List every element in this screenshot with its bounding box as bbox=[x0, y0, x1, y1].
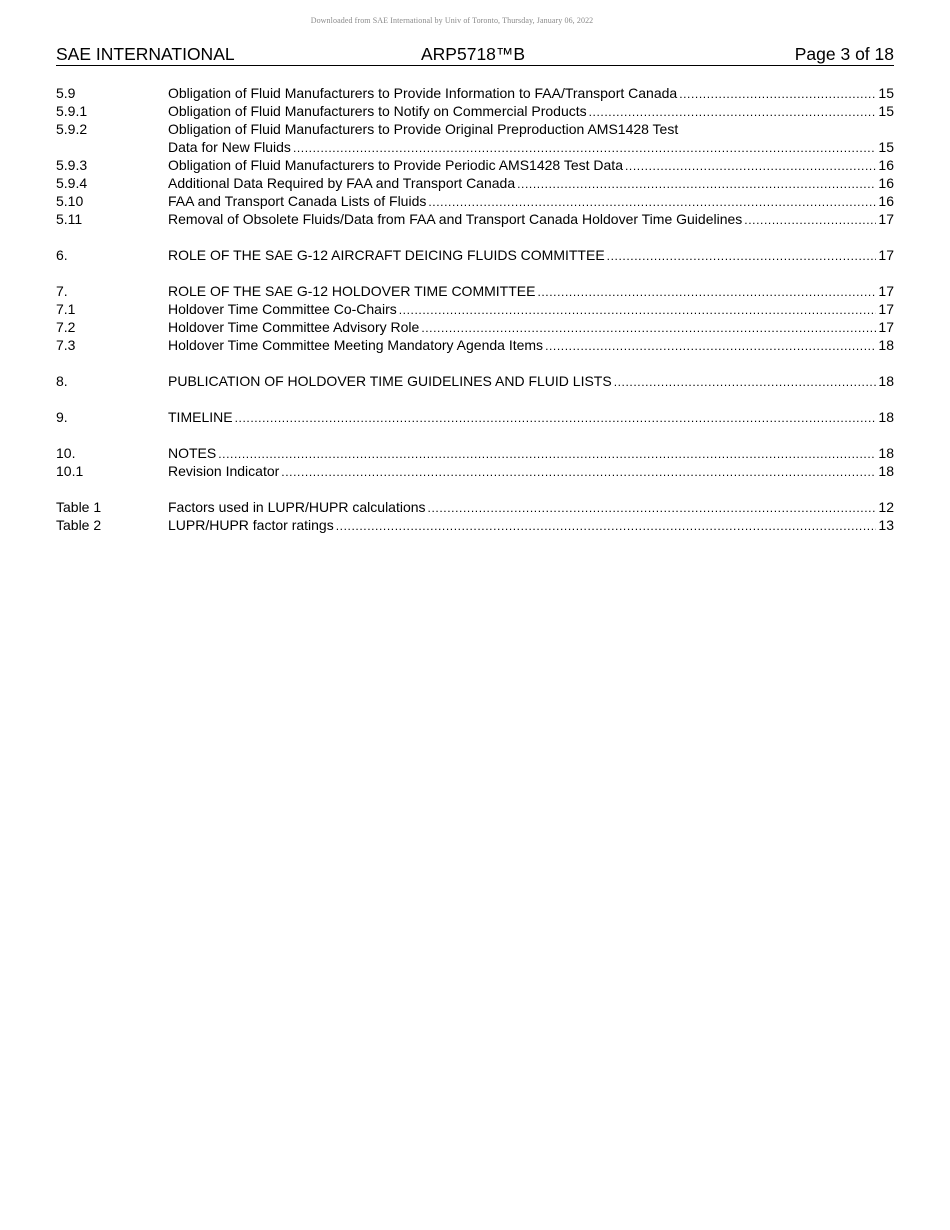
toc-entry-page: 12 bbox=[878, 499, 894, 515]
toc-dot-leader bbox=[293, 139, 876, 157]
toc-entry-page: 15 bbox=[878, 139, 894, 155]
toc-entry[interactable] bbox=[56, 336, 894, 354]
toc-entry-title: ROLE OF THE SAE G-12 HOLDOVER TIME COMMITTEE bbox=[168, 283, 536, 299]
toc-entry[interactable] bbox=[56, 210, 894, 228]
toc-entry[interactable] bbox=[56, 156, 894, 174]
toc-dot-leader bbox=[607, 247, 877, 265]
toc-entry-title: Revision Indicator bbox=[168, 463, 280, 479]
toc-entry-page: 17 bbox=[878, 301, 894, 317]
toc-entry[interactable] bbox=[56, 246, 894, 264]
toc-entry-number: 6. bbox=[56, 247, 68, 263]
toc-entry[interactable] bbox=[56, 318, 894, 336]
toc-dot-leader bbox=[421, 319, 876, 337]
toc-dot-leader bbox=[399, 301, 877, 319]
toc-entry[interactable] bbox=[56, 300, 894, 318]
toc-dot-leader bbox=[744, 211, 876, 229]
toc-entry-page: 15 bbox=[878, 85, 894, 101]
toc-entry[interactable] bbox=[56, 192, 894, 210]
toc-entry-number: Table 1 bbox=[56, 499, 102, 515]
toc-entry-page: 18 bbox=[878, 445, 894, 461]
toc-entry-title: Factors used in LUPR/HUPR calculations bbox=[168, 499, 426, 515]
toc-entry-number: 10.1 bbox=[56, 463, 84, 479]
toc-entry-number: 5.10 bbox=[56, 193, 84, 209]
toc-entry-title: Obligation of Fluid Manufacturers to Provide Periodic AMS1428 Test Data bbox=[168, 157, 623, 173]
toc-entry-number: 5.11 bbox=[56, 211, 83, 227]
toc-group-6 bbox=[56, 246, 894, 264]
header-doc-id: ARP5718™B bbox=[421, 44, 526, 64]
header-org: SAE INTERNATIONAL bbox=[56, 44, 235, 64]
toc-entry-title: Holdover Time Committee Advisory Role bbox=[168, 319, 420, 335]
table-of-contents bbox=[56, 84, 894, 552]
header-page-number: Page 3 of 18 bbox=[794, 44, 894, 64]
toc-entry-title: FAA and Transport Canada Lists of Fluids bbox=[168, 193, 427, 209]
toc-entry[interactable] bbox=[56, 282, 894, 300]
toc-entry-title: Holdover Time Committee Meeting Mandatory Agenda Items bbox=[168, 337, 544, 353]
toc-entry[interactable] bbox=[56, 102, 894, 120]
toc-group-tables bbox=[56, 498, 894, 534]
toc-dot-leader bbox=[428, 193, 876, 211]
toc-entry-page: 17 bbox=[878, 211, 894, 227]
toc-entry-number: 8. bbox=[56, 373, 68, 389]
toc-dot-leader bbox=[235, 409, 877, 427]
toc-dot-leader bbox=[614, 373, 877, 391]
toc-entry-page: 15 bbox=[878, 103, 894, 119]
toc-entry[interactable] bbox=[56, 444, 894, 462]
toc-entry-page: 18 bbox=[878, 409, 894, 425]
toc-entry-number: 7.1 bbox=[56, 301, 76, 317]
toc-entry-title: Obligation of Fluid Manufacturers to Notify on Commercial Products bbox=[168, 103, 587, 119]
toc-entry-continuation[interactable] bbox=[56, 138, 894, 156]
toc-group-5 bbox=[56, 84, 894, 228]
toc-dot-leader bbox=[428, 499, 877, 517]
toc-entry-page: 17 bbox=[878, 247, 894, 263]
toc-entry-title: Holdover Time Committee Co-Chairs bbox=[168, 301, 397, 317]
toc-entry-number: 5.9 bbox=[56, 85, 76, 101]
toc-group-9 bbox=[56, 408, 894, 426]
toc-entry-page: 18 bbox=[878, 463, 894, 479]
toc-entry-title: Additional Data Required by FAA and Transport Canada bbox=[168, 175, 516, 191]
toc-entry-wrapped[interactable] bbox=[56, 120, 894, 138]
toc-dot-leader bbox=[625, 157, 876, 175]
toc-entry[interactable] bbox=[56, 498, 894, 516]
toc-entry[interactable] bbox=[56, 84, 894, 102]
toc-dot-leader bbox=[537, 283, 876, 301]
toc-entry[interactable] bbox=[56, 462, 894, 480]
toc-dot-leader bbox=[545, 337, 876, 355]
toc-group-7 bbox=[56, 282, 894, 354]
download-watermark: Downloaded from SAE International by Univ of Toronto, Thursday, January 06, 2022 bbox=[310, 16, 594, 25]
toc-entry-title: NOTES bbox=[168, 445, 217, 461]
toc-entry-page: 18 bbox=[878, 337, 894, 353]
toc-entry-page: 17 bbox=[878, 283, 894, 299]
toc-entry-number: Table 2 bbox=[56, 517, 102, 533]
toc-entry-title: LUPR/HUPR factor ratings bbox=[168, 517, 334, 533]
toc-entry-title: ROLE OF THE SAE G-12 AIRCRAFT DEICING FLUIDS COMMITTEE bbox=[168, 247, 605, 263]
toc-dot-leader bbox=[336, 517, 877, 535]
toc-entry-title: Removal of Obsolete Fluids/Data from FAA and Transport Canada Holdover Time Guidelines bbox=[168, 211, 743, 227]
toc-entry[interactable] bbox=[56, 408, 894, 426]
toc-entry-number: 7.3 bbox=[56, 337, 76, 353]
toc-entry-number: 5.9.4 bbox=[56, 175, 88, 191]
toc-entry[interactable] bbox=[56, 174, 894, 192]
toc-entry-title: PUBLICATION OF HOLDOVER TIME GUIDELINES AND FLUID LISTS bbox=[168, 373, 612, 389]
toc-entry-title: TIMELINE bbox=[168, 409, 233, 425]
toc-entry-page: 16 bbox=[878, 175, 894, 191]
page-header bbox=[56, 44, 894, 66]
toc-entry-number: 9. bbox=[56, 409, 68, 425]
toc-entry[interactable] bbox=[56, 516, 894, 534]
toc-entry-page: 16 bbox=[878, 193, 894, 209]
toc-dot-leader bbox=[218, 445, 876, 463]
toc-entry-number: 7.2 bbox=[56, 319, 76, 335]
toc-entry-title: Data for New Fluids bbox=[168, 139, 291, 155]
toc-entry-page: 16 bbox=[878, 157, 894, 173]
toc-group-10 bbox=[56, 444, 894, 480]
toc-dot-leader bbox=[281, 463, 876, 481]
toc-entry-page: 17 bbox=[878, 319, 894, 335]
toc-dot-leader bbox=[679, 85, 876, 103]
toc-group-8 bbox=[56, 372, 894, 390]
toc-entry-page: 18 bbox=[878, 373, 894, 389]
toc-entry-number: 10. bbox=[56, 445, 76, 461]
toc-dot-leader bbox=[517, 175, 876, 193]
toc-entry-number: 5.9.2 bbox=[56, 121, 88, 137]
toc-entry[interactable] bbox=[56, 372, 894, 390]
toc-entry-page: 13 bbox=[878, 517, 894, 533]
toc-entry-number: 7. bbox=[56, 283, 68, 299]
toc-entry-number: 5.9.3 bbox=[56, 157, 88, 173]
toc-entry-number: 5.9.1 bbox=[56, 103, 88, 119]
toc-dot-leader bbox=[589, 103, 877, 121]
toc-entry-title-line1: Obligation of Fluid Manufacturers to Provide Original Preproduction AMS1428 Test bbox=[168, 121, 679, 137]
toc-entry-title: Obligation of Fluid Manufacturers to Provide Information to FAA/Transport Canada bbox=[168, 85, 678, 101]
